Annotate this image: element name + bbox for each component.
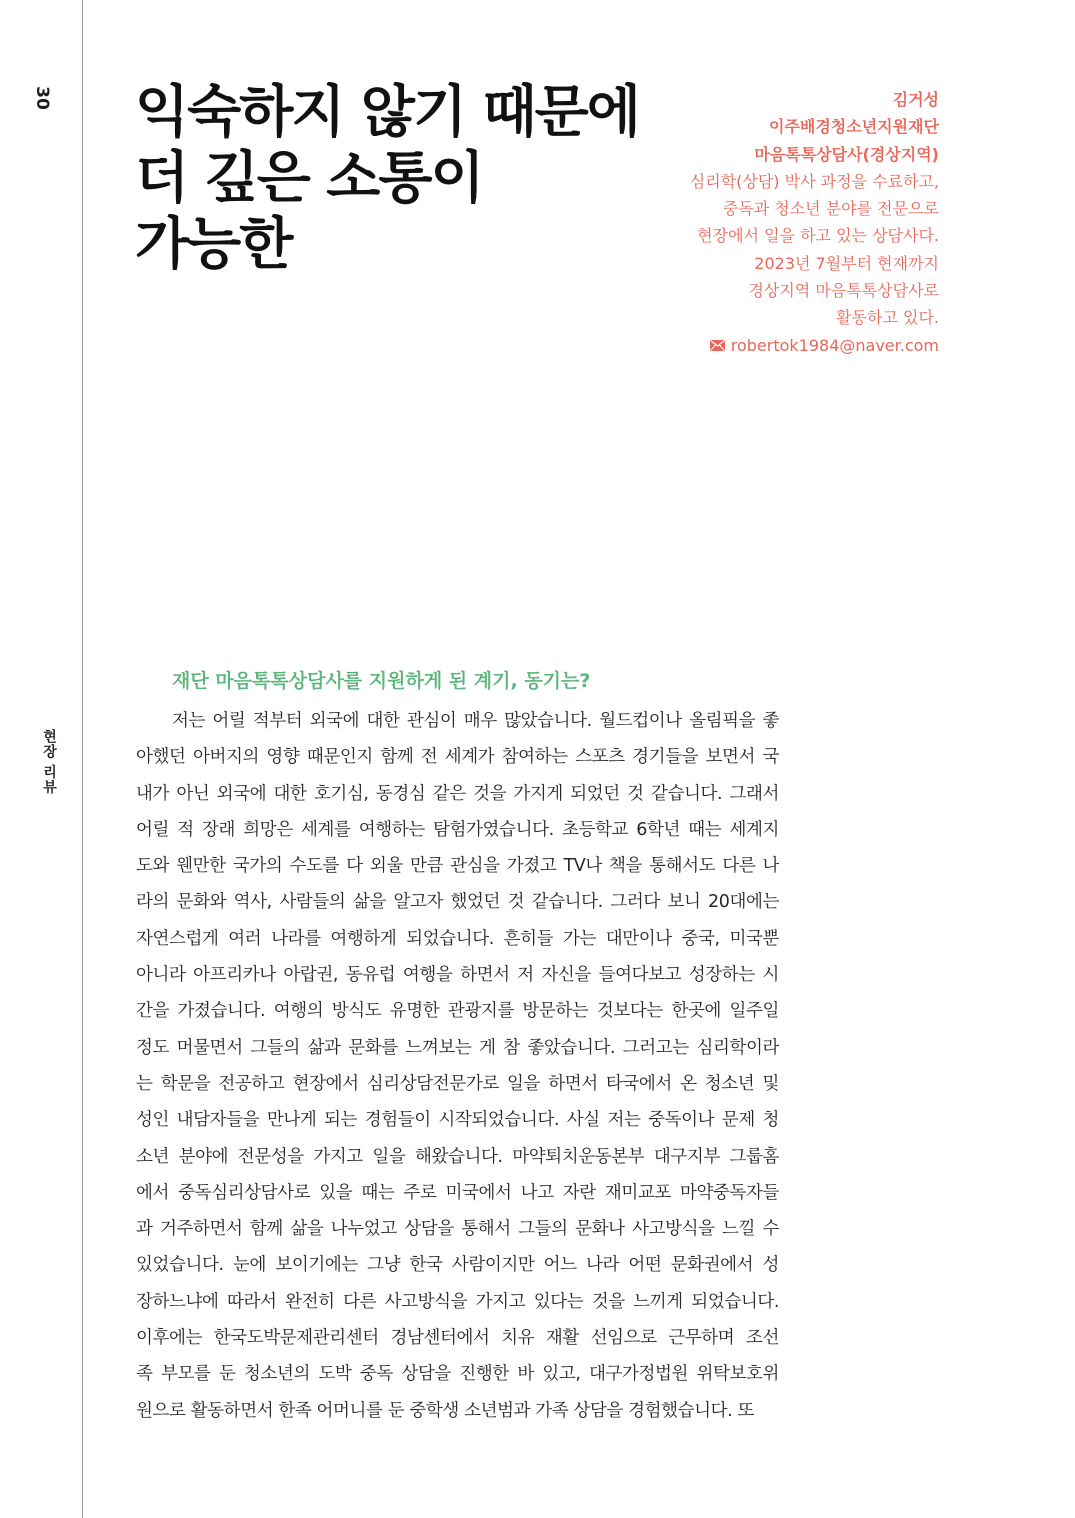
body-line: 저는 어릴 적부터 외국에 대한 관심이 매우 많았습니다. 월드컵이나 올림픽을 좋 <box>172 711 779 731</box>
body-line: 원으로 활동하면서 한족 어머니를 둔 중학생 소년범과 가족 상담을 경험했습니다. 또 <box>136 1400 754 1421</box>
section-label: 현장 리뷰 <box>41 729 57 795</box>
author-org: 이주배경청소년지원재단 <box>768 117 939 137</box>
body-line: 있었습니다. 눈에 보이기에는 그냥 한국 사람이지만 어느 나라 어떤 문화권에서 성 <box>136 1255 779 1276</box>
title-line: 가능한 <box>135 212 292 277</box>
body-line: 자연스럽게 여러 나라를 여행하게 되었습니다. 흔히들 가는 대만이나 중국, 미국뿐 <box>136 928 779 949</box>
author-email-row <box>609 332 939 359</box>
body-line: 에서 중독심리상담사로 있을 때는 주로 미국에서 나고 자란 재미교포 마약중독자들 <box>136 1182 779 1203</box>
body-line: 간을 가졌습니다. 여행의 방식도 유명한 관광지를 방문하는 것보다는 한곳에 일주일 <box>136 1001 779 1022</box>
side-divider-line <box>82 0 83 1518</box>
author-name: 김거성 <box>892 90 939 109</box>
author-bio-line: 중독과 청소년 분야를 전문으로 <box>722 199 939 219</box>
body-line: 소년 분야에 전문성을 가지고 일을 해왔습니다. 마약퇴치운동본부 대구지부 그룹홈 <box>136 1146 779 1167</box>
body-line: 이후에는 한국도박문제관리센터 경남센터에서 치유 재활 선임으로 근무하며 조선 <box>136 1328 779 1349</box>
body-line: 어릴 적 장래 희망은 세계를 여행하는 탐험가였습니다. 초등학교 6학년 때는 세계지 <box>136 819 779 840</box>
body-line: 정도 머물면서 그들의 삶과 문화를 느껴보는 게 참 좋았습니다. 그러고는 심리학이라 <box>136 1037 779 1058</box>
author-bio-line: 2023년 7월부터 현재까지 <box>754 253 939 273</box>
title-line: 더 깊은 소통이 <box>135 146 483 211</box>
author-role: 마음톡톡상담사(경상지역) <box>754 144 939 164</box>
author-bio-line: 활동하고 있다. <box>836 308 939 328</box>
body-line: 아했던 아버지의 영향 때문인지 함께 전 세계가 참여하는 스포츠 경기들을 보면서 국 <box>136 747 779 768</box>
title-line: 익숙하지 않기 때문에 <box>135 80 639 145</box>
body-paragraph <box>136 703 779 1429</box>
body-line: 라의 문화와 역사, 사람들의 삶을 알고자 했었던 것 같습니다. 그러다 보니 20대에는 <box>136 892 779 913</box>
author-box <box>609 86 939 359</box>
body-line: 성인 내담자들을 만나게 되는 경험들이 시작되었습니다. 사실 저는 중독이나 문제 청 <box>136 1110 779 1131</box>
page-number: 30 <box>32 86 52 110</box>
author-bio-line: 심리학(상담) 박사 과정을 수료하고, <box>689 171 939 191</box>
mail-icon <box>710 340 725 351</box>
body-line: 과 거주하면서 함께 삶을 나누었고 상담을 통해서 그들의 문화나 사고방식을 느낄 수 <box>136 1219 779 1240</box>
author-bio-line: 경상지역 마음톡톡상담사로 <box>748 281 939 301</box>
body-line: 도와 웬만한 국가의 수도를 다 외울 만큼 관심을 가졌고 TV나 책을 통해서도 다른 나 <box>136 856 779 877</box>
body-line: 족 부모를 둔 청소년의 도박 중독 상담을 진행한 바 있고, 대구가정법원 위탁보호위 <box>136 1364 779 1385</box>
body-line: 는 학문을 전공하고 현장에서 심리상담전문가로 일을 하면서 타국에서 온 청소년 및 <box>136 1073 779 1094</box>
author-email[interactable]: robertok1984@naver.com <box>730 335 939 355</box>
body-line: 아니라 아프리카나 아랍권, 동유럽 여행을 하면서 저 자신을 들여다보고 성장하는 시 <box>136 965 779 986</box>
body-line: 내가 아닌 외국에 대한 호기심, 동경심 같은 것을 가지게 되었던 것 같습니다. 그래서 <box>136 783 779 804</box>
body-line: 장하느냐에 따라서 완전히 다른 사고방식을 가지고 있다는 것을 느끼게 되었습니다. <box>136 1291 779 1312</box>
interview-question: 재단 마음톡톡상담사를 지원하게 된 계기, 동기는? <box>172 670 591 692</box>
author-bio-line: 현장에서 일을 하고 있는 상담사다. <box>697 226 939 246</box>
article-title <box>135 80 655 278</box>
